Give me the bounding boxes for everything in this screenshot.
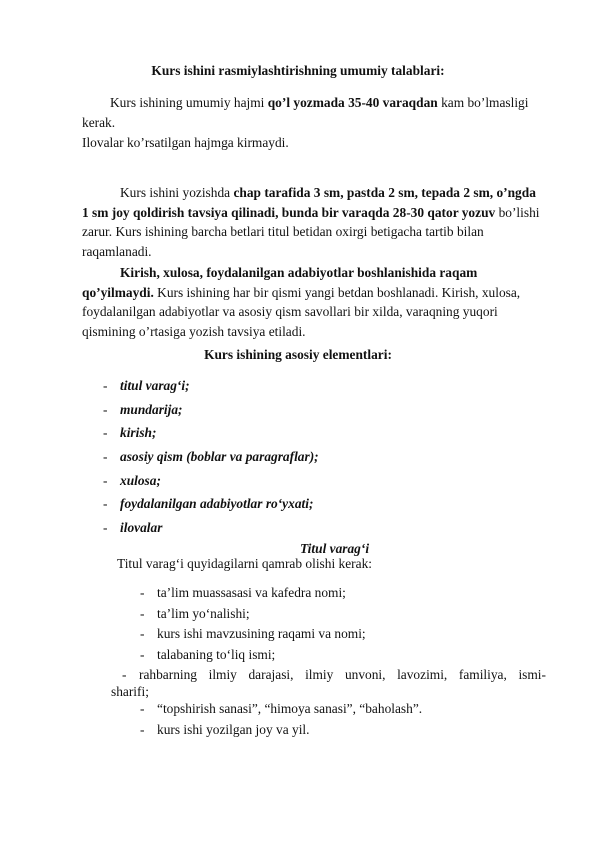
titul-list-continued — [140, 700, 423, 741]
dash-marker: - — [103, 472, 108, 488]
list-item-text: mundarija; — [120, 401, 183, 417]
word: darajasi, — [248, 667, 294, 682]
word: unvoni, — [344, 667, 386, 682]
bold-run: chap tarafida 3 sm, pastda 2 sm, tepada 2 sm, o’ngda 1 sm joy qoldirish tavsiya qilinadi, bunda bir varaqda 28-30 qator yozuv — [82, 185, 536, 220]
list-item-text: kirish; — [120, 425, 157, 441]
dash-marker: - — [140, 605, 145, 621]
list-item — [103, 447, 319, 471]
list-item-text: ilovalar — [120, 520, 163, 536]
list-item — [140, 584, 366, 605]
list-item-text: kurs ishi mavzusining raqami va nomi; — [157, 626, 366, 642]
text-run: Kurs ishining umumiy hajmi — [110, 95, 268, 110]
word: ismi- — [518, 667, 546, 682]
word: lavozimi, — [397, 667, 448, 682]
elements-list — [103, 376, 319, 542]
text-run: bo’lishi zarur. Kurs ishining barcha betlari titul betidan oxirgi betigacha tartib bilan raqamlanadi. — [82, 204, 540, 259]
list-item — [103, 494, 319, 518]
list-item — [103, 400, 319, 424]
list-item — [140, 700, 423, 721]
dash-marker: - — [103, 401, 108, 417]
dash-marker: - — [103, 378, 108, 393]
text-run: kam bo’lmasligi kerak. — [82, 95, 529, 130]
dash-marker: - — [140, 701, 145, 716]
list-item — [140, 646, 366, 667]
elements-heading: Kurs ishining asosiy elementlari: — [204, 347, 392, 362]
list-item-text: foydalanilgan adabiyotlar ro‘yxati; — [120, 496, 314, 512]
list-item-text: asosiy qism (boblar va paragraflar); — [120, 449, 319, 465]
list-item-text: kurs ishi yozilgan joy va yil. — [157, 721, 310, 737]
list-item — [103, 471, 319, 495]
list-item — [140, 605, 366, 626]
page-title: Kurs ishini rasmiylashtirishning umumiy talablari: — [151, 63, 445, 78]
word: ilmiy — [305, 667, 334, 682]
dash-marker: - — [103, 449, 108, 465]
bold-run: qo’l yozmada 35-40 varaqdan — [267, 95, 438, 110]
text-run: Kurs ishining har bir qismi yangi betdan boshlanadi. Kirish, xulosa, foydalanilgan adabiyotlar va asosiy qism savollari bir xilda, varaqning yuqori qismining o’rtasiga yozish tavsiya etiladi. — [82, 284, 521, 339]
numbering-paragraph — [82, 263, 544, 341]
word: familiya, — [458, 667, 507, 682]
list-item-text: ta’lim yo‘nalishi; — [157, 605, 250, 621]
justified-first-line — [122, 666, 546, 684]
list-item — [103, 376, 319, 400]
list-item — [103, 423, 319, 447]
dash-marker: - — [140, 585, 145, 600]
word: ilmiy — [208, 667, 237, 682]
dash-marker: - — [140, 646, 145, 662]
dash-marker: - — [103, 496, 108, 512]
list-item-text: “topshirish sanasi”, “himoya sanasi”, “baholash”. — [157, 701, 423, 716]
titul-intro: Titul varag‘i quyidagilarni qamrab olishi kerak: — [117, 556, 372, 571]
list-item-justified — [122, 666, 546, 684]
dash-marker: - — [103, 520, 108, 536]
dash-marker: - — [122, 667, 127, 682]
list-item-text: titul varag‘i; — [120, 378, 190, 393]
titul-list — [140, 584, 366, 666]
list-item — [140, 625, 366, 646]
dash-marker: - — [103, 425, 108, 441]
volume-paragraph — [82, 93, 544, 132]
list-item-text: ta’lim muassasasi va kafedra nomi; — [157, 585, 346, 600]
word: rahbarning — [139, 667, 198, 682]
list-item — [103, 518, 319, 542]
titul-heading: Titul varag‘i — [300, 541, 370, 556]
list-item — [140, 721, 422, 742]
dash-marker: - — [140, 626, 145, 642]
list-item-text: xulosa; — [120, 472, 161, 488]
bold-run: Kirish, xulosa, foydalanilgan adabiyotlar boshlanishida raqam qo’yilmaydi. — [82, 265, 478, 300]
margins-paragraph — [82, 183, 544, 261]
appendix-note: Ilovalar ko’rsatilgan hajmga kirmaydi. — [82, 135, 289, 150]
justified-continuation: sharifi; — [111, 684, 149, 699]
dash-marker: - — [140, 721, 145, 737]
list-item-text: talabaning to‘liq ismi; — [157, 646, 276, 662]
text-run: Kurs ishini yozishda — [120, 185, 234, 200]
